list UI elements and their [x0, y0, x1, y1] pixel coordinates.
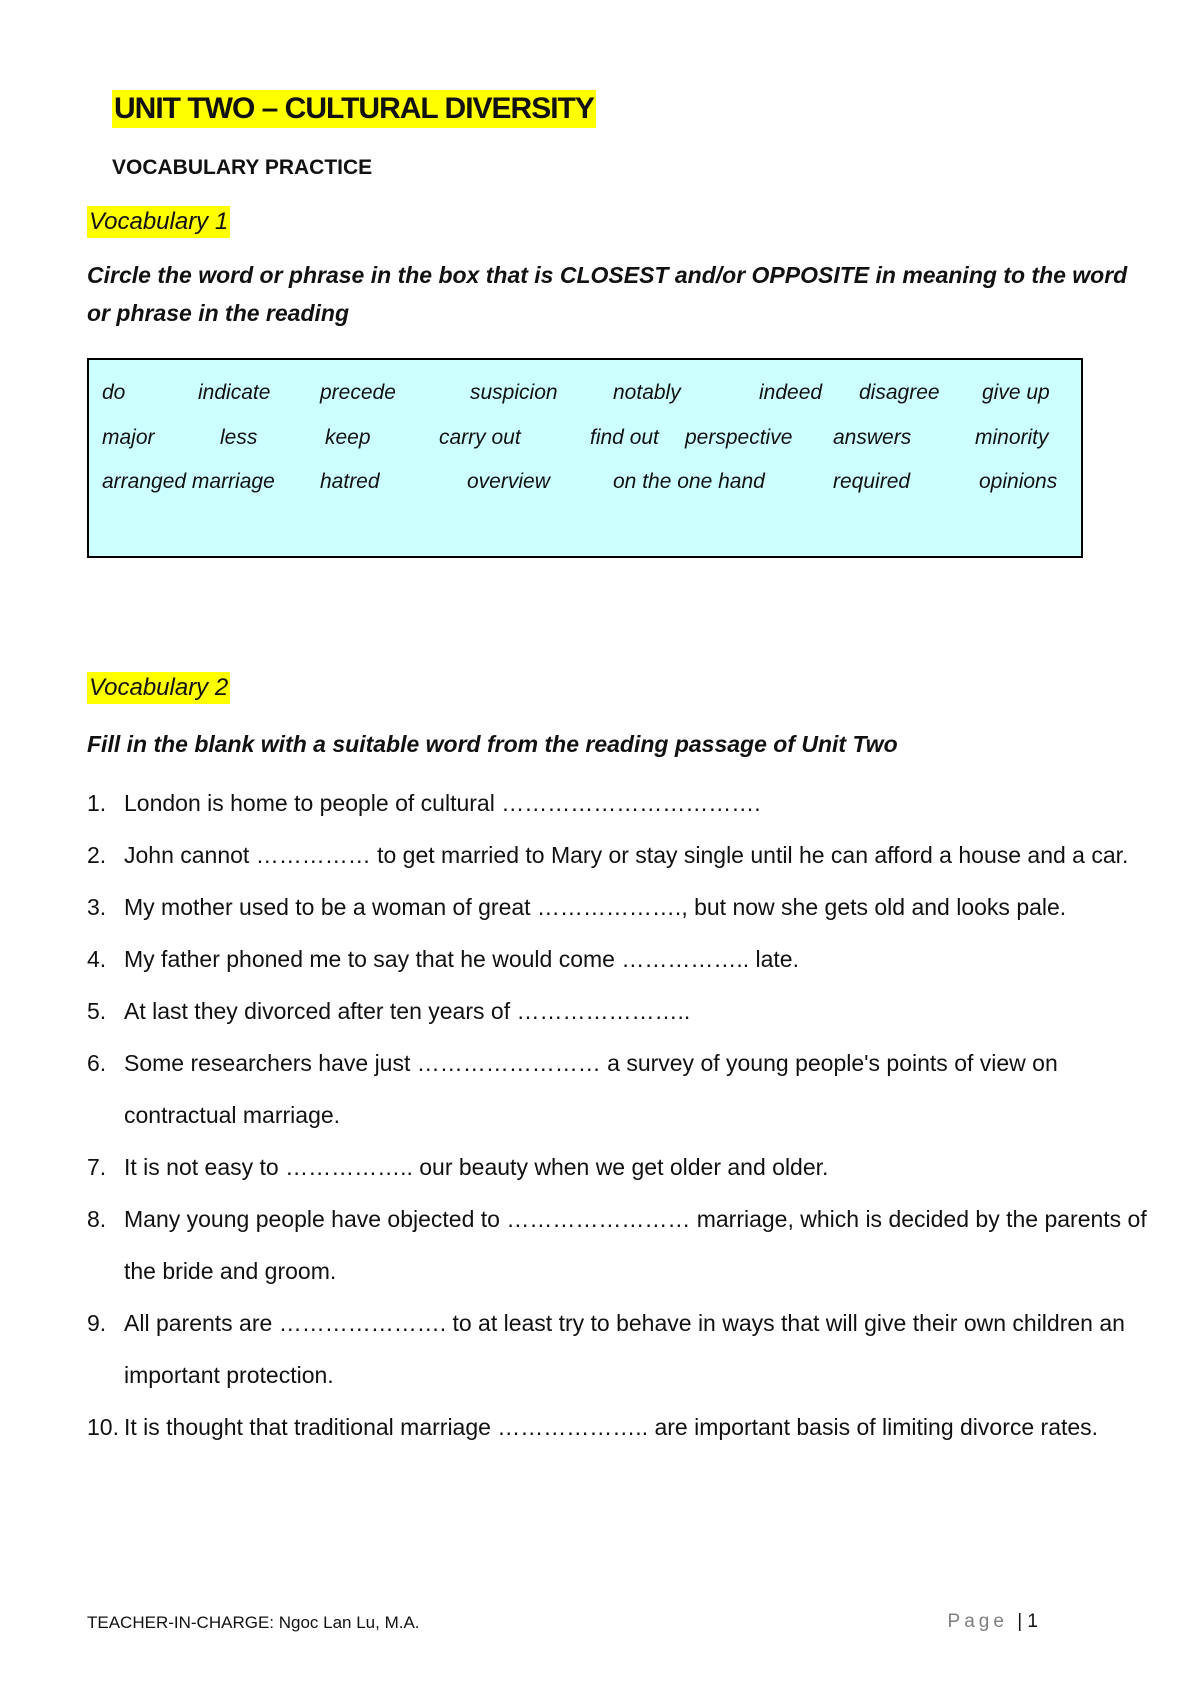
item-number: 7.: [87, 1154, 107, 1180]
item-number: 6.: [87, 1050, 107, 1076]
footer-page-number: 1: [1027, 1611, 1038, 1632]
word-box-word[interactable]: perspective: [685, 426, 793, 449]
list-item: [87, 1297, 1147, 1401]
word-box-word[interactable]: answers: [833, 426, 912, 449]
item-number: 5.: [87, 998, 107, 1024]
item-text: London is home to people of cultural …………………………….: [124, 790, 761, 816]
list-item: [87, 1037, 1147, 1141]
word-box-word[interactable]: on the one hand: [613, 470, 765, 493]
word-box-word[interactable]: indeed: [759, 381, 823, 404]
exercise-list: [87, 777, 1147, 1453]
word-box-word[interactable]: minority: [975, 426, 1049, 449]
item-text: Some researchers have just …………………… a survey of young people's points of view on contractual marriage.: [124, 1050, 1058, 1128]
list-item: [87, 1141, 1147, 1193]
item-text: My mother used to be a woman of great ………………., but now she gets old and looks pale.: [124, 894, 1067, 920]
word-box-word[interactable]: suspicion: [470, 381, 558, 404]
word-box-word[interactable]: required: [833, 470, 911, 493]
word-box-word[interactable]: hatred: [320, 470, 380, 493]
unit-title: UNIT TWO – CULTURAL DIVERSITY: [112, 90, 596, 128]
vocabulary-1-instruction: Circle the word or phrase in the box that is CLOSEST and/or OPPOSITE in meaning to the word or phrase in the reading: [87, 262, 1128, 326]
footer-page-label: Page: [947, 1611, 1008, 1632]
word-box-word[interactable]: precede: [320, 381, 396, 404]
word-box-word[interactable]: give up: [982, 381, 1050, 404]
list-item: [87, 777, 1147, 829]
word-box: [87, 358, 1083, 558]
item-text: It is thought that traditional marriage ……………….. are important basis of limiting divorce rates.: [124, 1414, 1099, 1440]
word-box-word[interactable]: arranged marriage: [102, 470, 275, 493]
vocabulary-2-heading: Vocabulary 2: [87, 672, 230, 704]
item-text: All parents are …………………. to at least try to behave in ways that will give their own children an important protection.: [124, 1310, 1125, 1388]
vocabulary-1-heading: Vocabulary 1: [87, 206, 230, 238]
footer-separator: |: [1017, 1611, 1023, 1632]
word-box-word[interactable]: opinions: [979, 470, 1058, 493]
list-item: [87, 933, 1147, 985]
word-box-word[interactable]: keep: [325, 426, 371, 449]
item-number: 2.: [87, 842, 107, 868]
word-box-word[interactable]: find out: [590, 426, 659, 449]
item-number: 10.: [87, 1414, 119, 1440]
footer-page-info: [948, 1611, 1038, 1633]
word-box-word[interactable]: less: [220, 426, 258, 449]
item-number: 9.: [87, 1310, 107, 1336]
word-box-word[interactable]: notably: [613, 381, 681, 404]
vocabulary-2-instruction: Fill in the blank with a suitable word from the reading passage of Unit Two: [87, 731, 898, 757]
item-text: My father phoned me to say that he would come …………….. late.: [124, 946, 799, 972]
item-text: John cannot …………… to get married to Mary or stay single until he can afford a house and a car.: [124, 842, 1129, 868]
item-number: 1.: [87, 790, 107, 816]
list-item: [87, 1401, 1147, 1453]
list-item: [87, 829, 1147, 881]
item-text: At last they divorced after ten years of …………………..: [124, 998, 691, 1024]
word-box-word[interactable]: disagree: [859, 381, 940, 404]
word-box-word[interactable]: overview: [467, 470, 550, 493]
item-number: 3.: [87, 894, 107, 920]
section-subtitle: VOCABULARY PRACTICE: [112, 156, 373, 179]
list-item: [87, 1193, 1147, 1297]
list-item: [87, 985, 1147, 1037]
item-text: It is not easy to …………….. our beauty when we get older and older.: [124, 1154, 829, 1180]
item-text: Many young people have objected to …………………… marriage, which is decided by the parents of the bride and groom.: [124, 1206, 1147, 1284]
word-box-word[interactable]: major: [102, 426, 155, 449]
item-number: 4.: [87, 946, 107, 972]
word-box-word[interactable]: indicate: [198, 381, 271, 404]
item-number: 8.: [87, 1206, 107, 1232]
word-box-word[interactable]: do: [102, 381, 126, 404]
footer-teacher: TEACHER-IN-CHARGE: Ngoc Lan Lu, M.A.: [87, 1613, 420, 1632]
list-item: [87, 881, 1147, 933]
word-box-word[interactable]: carry out: [439, 426, 521, 449]
